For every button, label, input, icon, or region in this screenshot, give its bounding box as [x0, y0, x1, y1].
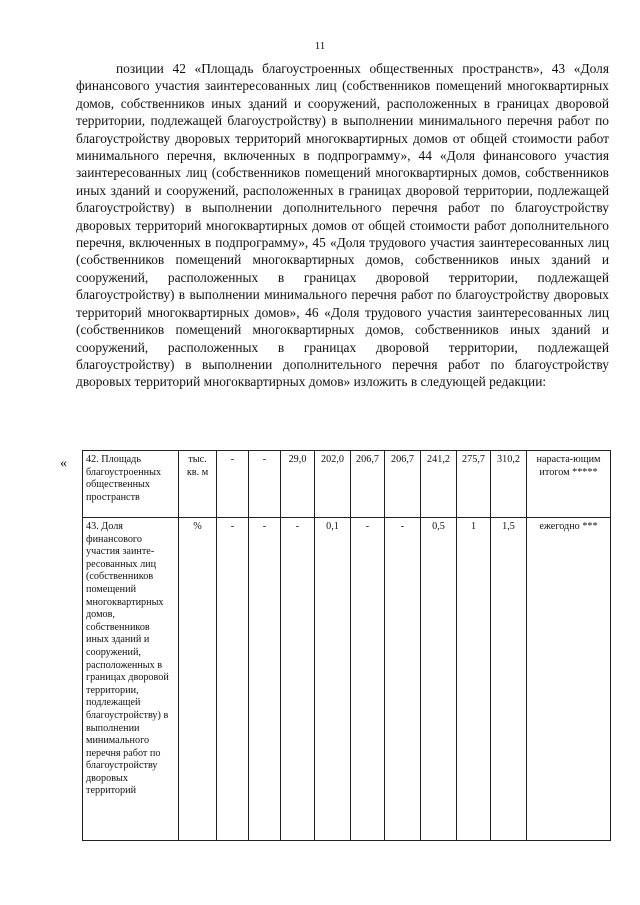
- value-cell: -: [249, 518, 281, 841]
- opening-quote-mark: «: [60, 456, 67, 471]
- value-cell: 202,0: [315, 451, 351, 518]
- value-cell: -: [217, 451, 249, 518]
- value-cell: -: [281, 518, 315, 841]
- page-number: 11: [314, 40, 326, 52]
- value-cell: 206,7: [351, 451, 385, 518]
- value-cell: 1,5: [491, 518, 527, 841]
- note-cell: ежегодно ***: [527, 518, 611, 841]
- value-cell: 206,7: [385, 451, 421, 518]
- value-cell: -: [249, 451, 281, 518]
- value-cell: -: [351, 518, 385, 841]
- unit-cell: тыс. кв. м: [179, 451, 217, 518]
- table-row: [83, 451, 611, 518]
- note-cell: нараста-ющим итогом *****: [527, 451, 611, 518]
- indicator-name-cell: 43. Доля финансового участия заинте-ресованных лиц (собственников помещений многоквартирных домов, собственников иных зданий и сооружений, расположенных в границах дворовой территории, подлежащей благоустройству) в выполнении минимального перечня работ по благоустройству дворовых территорий: [83, 518, 179, 841]
- value-cell: 0,1: [315, 518, 351, 841]
- value-cell: 275,7: [457, 451, 491, 518]
- value-cell: 310,2: [491, 451, 527, 518]
- body-paragraph: [76, 60, 609, 391]
- value-cell: 241,2: [421, 451, 457, 518]
- indicators-table: [82, 450, 611, 841]
- unit-cell: %: [179, 518, 217, 841]
- value-cell: 0,5: [421, 518, 457, 841]
- value-cell: -: [385, 518, 421, 841]
- value-cell: 1: [457, 518, 491, 841]
- indicator-name-cell: 42. Площадь благоустроенных общественных пространств: [83, 451, 179, 518]
- table-row: [83, 518, 611, 841]
- value-cell: 29,0: [281, 451, 315, 518]
- body-paragraph-text: позиции 42 «Площадь благоустроенных общественных пространств», 43 «Доля финансового участия заинтересованных лиц (собственников помещений многоквартирных домов, собственников иных зданий и сооружений, расположенных в границах дворовой территории, подлежащей благоустройству) в выполнении минимального перечня работ по благоустройству дворовых территорий многоквартирных домов от общей стоимости работ минимального перечня, включенных в подпрограмму», 44 «Доля финансового участия заинтересованных лиц (собственников помещений многоквартирных домов, собственников иных зданий и сооружений, расположенных в границах дворовой территории, подлежащей благоустройству) в выполнении дополнительного перечня работ по благоустройству дворовых территорий многоквартирных домов от общей стоимости работ дополнительного перечня, включенных в подпрограмму», 45 «Доля трудового участия заинтересованных лиц (собственников помещений многоквартирных домов, собственников иных зданий и сооружений, расположенных в границах дворовой территории, подлежащей благоустройству) в выполнении минимального перечня работ по благоустройству дворовых территорий многоквартирных домов», 46 «Доля трудового участия заинтересованных лиц (собственников помещений многоквартирных домов, собственников иных зданий и сооружений, расположенных в границах дворовой территории, подлежащей благоустройству) в выполнении дополнительного перечня работ по благоустройству дворовых территорий многоквартирных домов» изложить в следующей редакции:: [76, 61, 609, 390]
- value-cell: -: [217, 518, 249, 841]
